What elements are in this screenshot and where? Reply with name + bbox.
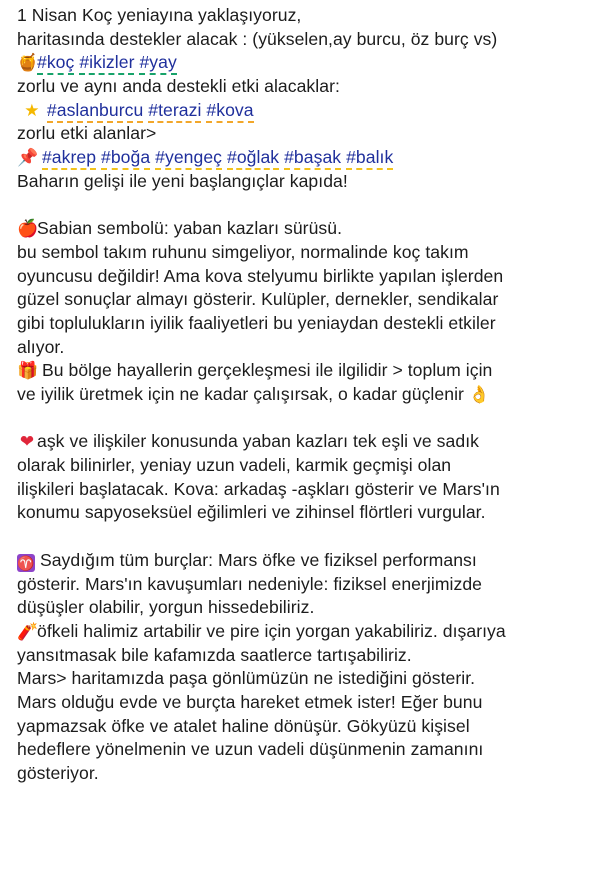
honey-pot-icon: 🍯 [17,53,39,74]
text-line [17,644,595,668]
firecracker-icon: 🧨 [17,621,39,642]
red-heart-icon: ❤ [19,432,35,453]
text-line [17,430,595,454]
hashtag-link[interactable]: #aslanburcu [47,100,143,123]
text-line [17,738,595,762]
text-line [17,454,595,478]
text-line [17,573,595,597]
text-line [17,288,595,312]
text-line [17,28,595,52]
text-segment: oyuncusu değildir! Ama kova stelyumu birlikte yapılan işlerden [17,265,504,286]
text-line [17,691,595,715]
post-body [17,4,595,786]
text-line [17,336,595,360]
text-line [17,4,595,28]
blank-line [17,525,595,549]
hashtag-link[interactable]: #kova [206,100,253,123]
blank-line [17,194,595,218]
text-segment: zorlu ve aynı anda destekli etki alacaklar: [17,76,340,97]
aries-sign-icon: ♈ [17,554,35,571]
text-line [17,762,595,786]
hashtag-link[interactable]: #başak [284,147,341,170]
text-segment: aşk ve ilişkiler konusunda yaban kazları tek eşli ve sadık [37,431,479,452]
text-segment: yapmazsak öfke ve atalet haline dönüşür. Gökyüzü kişisel [17,715,470,736]
text-line [17,122,595,146]
hashtag-link[interactable]: #balık [346,147,393,170]
text-segment: ve iyilik üretmek için ne kadar çalışırsak, o kadar güçlenir [17,384,469,404]
text-line [17,99,595,123]
text-segment: gösteriyor. [17,763,99,783]
hashtag-link[interactable]: #oğlak [227,147,279,170]
text-line [17,312,595,336]
text-segment: Bu bölge hayallerin gerçekleşmesi ile ilgilidir > toplum için [37,360,493,381]
text-segment: yansıtmasak bile kafamızda saatlerce tartışabiliriz. [17,644,412,665]
text-segment: öfkeli halimiz artabilir ve pire için yorgan yakabiliriz. dışarıya [37,620,506,641]
text-line [17,51,595,75]
hashtag-link[interactable]: #yay [139,52,176,75]
hashtag-link[interactable]: #koç [37,52,74,75]
text-line [17,596,595,620]
text-segment: haritasında destekler alacak : (yükselen,ay burcu, öz burç vs) [17,28,498,49]
hashtag-link[interactable]: #boğa [101,147,150,170]
text-segment: gibi toplulukların iyilik faaliyetleri bu yeniaydan destekli etkiler [17,312,496,333]
text-segment: konumu sapyoseksüel eğilimleri ve zihinsel flörtleri vurgular. [17,502,486,523]
text-segment: Baharın gelişi ile yeni başlangıçlar kapıda! [17,170,348,191]
text-line [17,549,595,573]
text-segment: bu sembol takım ruhunu simgeliyor, normalinde koç takım [17,241,469,262]
text-segment: olarak bilinirler, yeniay uzun vadeli, karmik geçmişi olan [17,455,452,476]
text-line [17,715,595,739]
text-line [17,383,595,407]
text-line [17,478,595,502]
text-segment: gösterir. Mars'ın kavuşumları nedeniyle: fiziksel enerjimizde [17,573,483,594]
hashtag-link[interactable]: #yengeç [155,147,222,170]
text-segment: alıyor. [17,336,65,357]
text-line [17,620,595,644]
text-segment: 1 Nisan Koç yeniayına yaklaşıyoruz, [17,5,302,25]
text-segment: ilişkileri başlatacak. Kova: arkadaş -aşkları gösterir ve Mars'ın [17,478,500,499]
text-line [17,241,595,265]
ok-hand-icon: 👌 [468,385,491,405]
text-line [17,359,595,383]
star-icon: ★ [24,100,40,121]
text-segment: Mars> haritamızda paşa gönlümüzün ne istediğini gösterir. [17,668,476,689]
hashtag-link[interactable]: #akrep [42,147,96,170]
text-line [17,501,595,525]
text-line [17,75,595,99]
text-line [17,265,595,289]
text-line [17,170,595,194]
text-segment: düşüşler olabilir, yorgun hissedebiliriz. [17,597,315,618]
text-line [17,146,595,170]
text-segment: zorlu etki alanlar> [17,123,157,144]
text-segment: Saydığım tüm burçlar: Mars öfke ve fiziksel performansı [35,549,477,570]
text-line [17,667,595,691]
text-segment: Sabian sembolü: yaban kazları sürüsü. [37,218,343,239]
text-line [17,217,595,241]
pushpin-icon: 📌 [17,148,39,169]
text-segment: Mars olduğu evde ve burçta hareket etmek ister! Eğer bunu [17,691,483,712]
red-apple-icon: 🍎 [17,219,39,240]
text-segment: hedeflere yönelmenin ve uzun vadeli düşünmenin zamanını [17,739,484,760]
blank-line [17,407,595,431]
gift-icon: 🎁 [17,361,39,382]
hashtag-link[interactable]: #terazi [148,100,201,123]
text-segment: güzel sonuçlar almayı gösterir. Kulüpler, dernekler, sendikalar [17,289,499,310]
hashtag-link[interactable]: #ikizler [79,52,134,75]
